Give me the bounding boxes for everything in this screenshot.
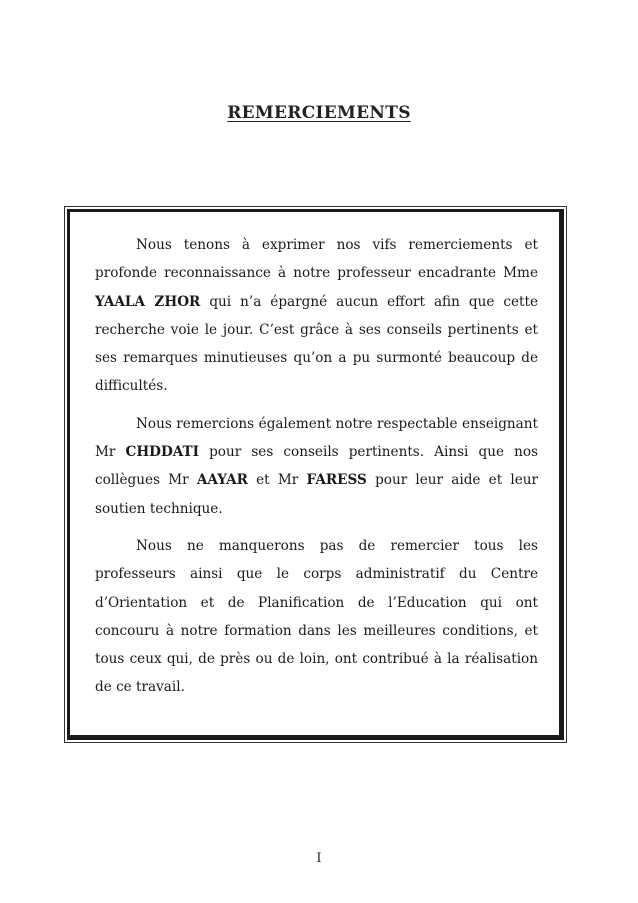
paragraph-staff <box>95 532 538 702</box>
supervisor-name: YAALA ZHOR <box>95 293 201 310</box>
paragraph-text: pour ses conseils pertinents. Ainsi que nos collègues Mr <box>95 444 538 489</box>
colleague-name: AAYAR <box>196 472 248 489</box>
paragraph-text: qui n’a épargné aucun effort afin que cette recherche voie le jour. C’est grâce à ses conseils pertinents et ses remarques minutieuses qu’on a pu surmonté beaucoup de difficultés. <box>95 293 538 395</box>
paragraph-text: Nous tenons à exprimer nos vifs remerciements et profonde reconnaissance à notre professeur encadrante Mme <box>95 237 538 282</box>
paragraph-text: Nous ne manquerons pas de remercier tous les professeurs ainsi que le corps administratif du Centre d’Orientation et de Planification de l’Education qui ont concouru à notre formation dans les meilleures conditions, et tous ceux qui, de près ou de loin, ont contribué à la réalisation de ce travail. <box>95 537 538 696</box>
teacher-name: CHDDATI <box>125 444 200 461</box>
page-number: I <box>316 851 322 866</box>
page-title: REMERCIEMENTS <box>227 103 411 123</box>
paragraph-text: pour leur aide et leur soutien technique. <box>95 472 538 517</box>
paragraph-text: Nous remercions également notre respectable enseignant Mr <box>95 415 538 461</box>
paragraph-supervisor <box>95 231 538 401</box>
colleague-name: FARESS <box>306 472 367 489</box>
acknowledgement-text <box>95 231 538 702</box>
paragraph-teachers <box>95 410 538 523</box>
paragraph-text: et Mr <box>247 472 307 489</box>
